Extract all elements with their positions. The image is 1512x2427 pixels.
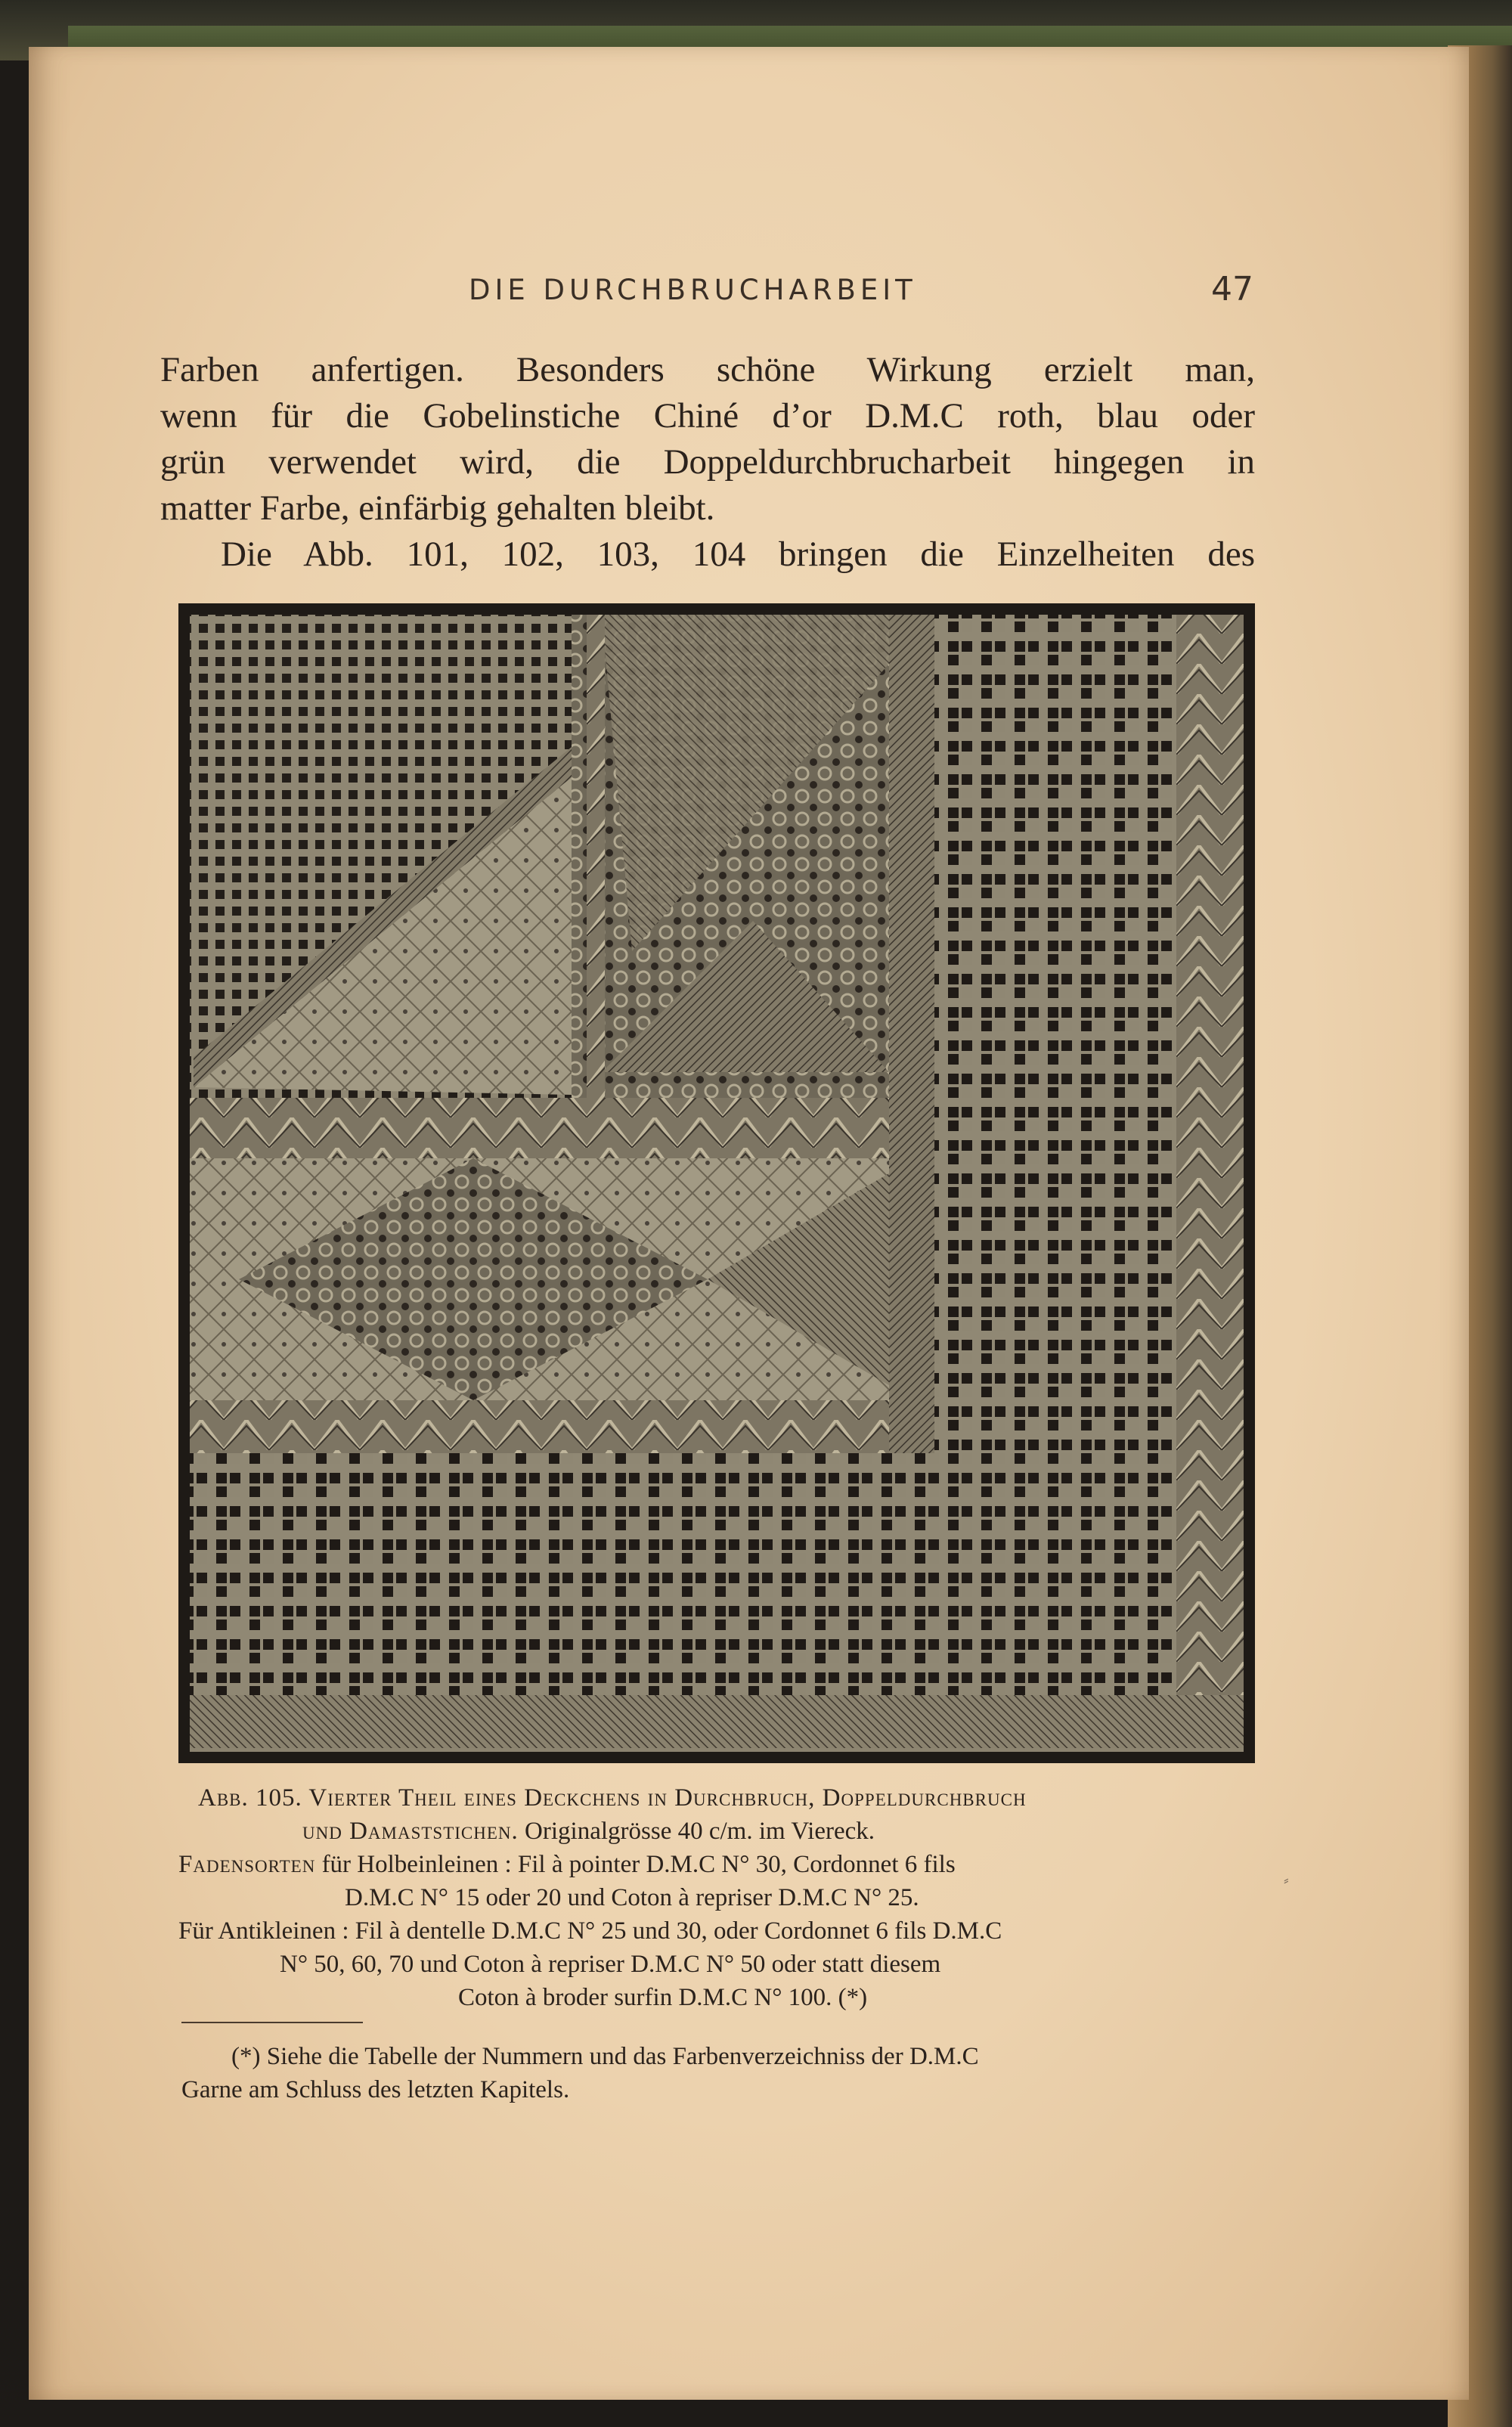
caption-label: und Damaststichen. <box>302 1818 519 1845</box>
caption-size: Originalgrösse 40 c/m. im Viereck. <box>518 1818 875 1845</box>
body-line-3: grün verwendet wird, die Doppeldurchbrucharbeit hingegen in <box>160 442 1255 482</box>
body-line-5: Die Abb. 101, 102, 103, 104 bringen die Einzelheiten des <box>221 535 1255 574</box>
embroidery-pattern-svg <box>178 603 1255 1763</box>
yarn-list-line-3: Für Antikleinen : Fil à dentelle D.M.C N° 25 und 30, oder Cordonnet 6 fils D.M.C <box>178 1917 1002 1945</box>
yarn-holbein: für Holbeinleinen : Fil à pointer D.M.C N° 30, Cordonnet 6 fils <box>315 1851 956 1878</box>
yarn-list-line-5: Coton à broder surfin D.M.C N° 100. (*) <box>458 1984 868 2011</box>
footnote-line-2: Garne am Schluss des letzten Kapitels. <box>181 2076 570 2103</box>
running-header: DIE DURCHBRUCHARBEIT <box>469 274 917 306</box>
yarn-list-line-2: D.M.C N° 15 oder 20 und Coton à repriser D.M.C N° 25. <box>345 1884 919 1911</box>
figure-caption-title: Abb. 105. Vierter Theil eines Deckchens in Durchbruch, Doppeldurchbruch <box>198 1784 1027 1812</box>
yarn-list-line-1 <box>178 1851 956 1879</box>
page-number: 47 <box>1211 270 1253 308</box>
body-line-2: wenn für die Gobelinstiche Chiné d’or D.M.C roth, blau oder <box>160 396 1255 435</box>
margin-mark: ⸗ <box>1284 1872 1289 1889</box>
yarn-label: Fadensorten <box>178 1851 316 1878</box>
body-line-4: matter Farbe, einfärbig gehalten bleibt. <box>160 488 715 528</box>
body-line-1: Farben anfertigen. Besonders schöne Wirkung erzielt man, <box>160 350 1255 389</box>
figure-caption-line-2 <box>302 1818 875 1846</box>
footnote-rule <box>181 2022 363 2023</box>
embroidery-illustration <box>178 603 1255 1763</box>
yarn-list-line-4: N° 50, 60, 70 und Coton à repriser D.M.C N° 50 oder statt diesem <box>280 1951 941 1978</box>
footnote-line-1: (*) Siehe die Tabelle der Nummern und das Farbenverzeichniss der D.M.C <box>231 2043 979 2070</box>
